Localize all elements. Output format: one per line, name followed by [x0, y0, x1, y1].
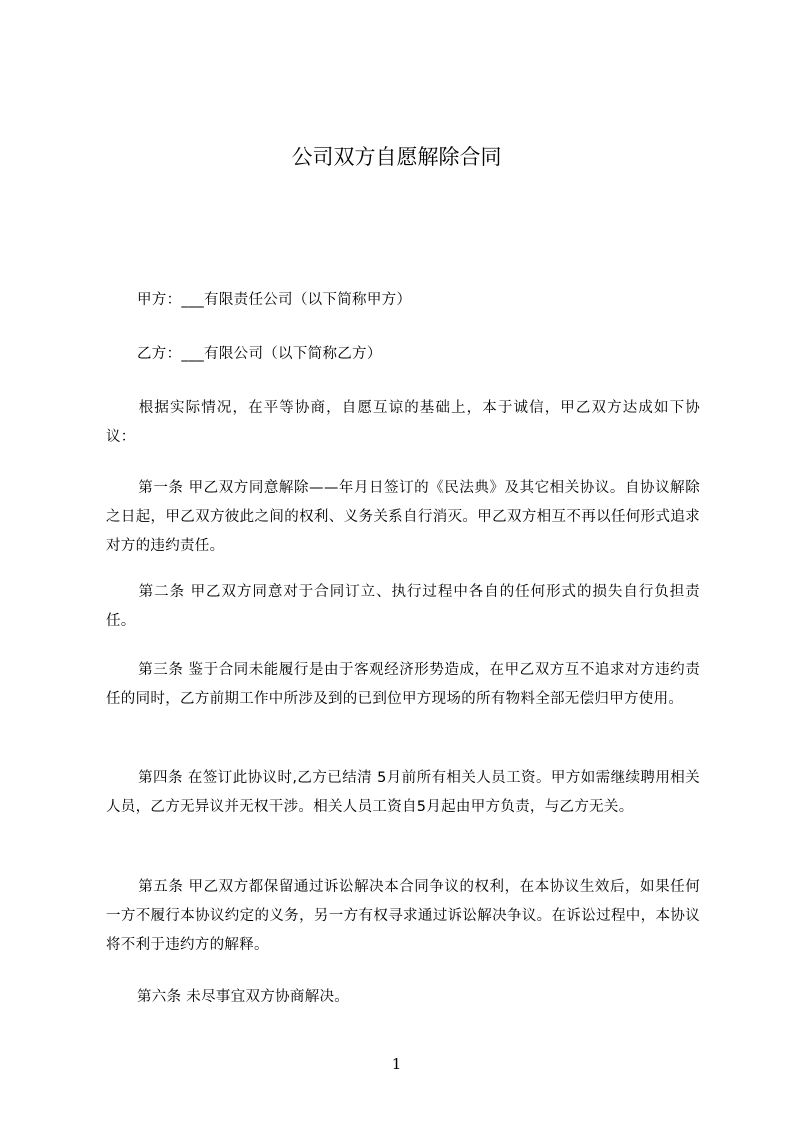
article-5-paragraph [106, 873, 700, 960]
article-3-paragraph [106, 656, 700, 714]
article-4-paragraph [106, 764, 700, 822]
preamble-paragraph [106, 394, 700, 452]
article-5-text: 第五条 甲乙双方都保留通过诉讼解决本合同争议的权利，在本协议生效后，如果任何一方不履行本协议约定的义务，另一方有权寻求通过诉讼解决争议。在诉讼过程中，本协议将不利于违约方的解释。 [106, 879, 700, 953]
article-4-text: 第四条 在签订此协议时,乙方已结清 5月前所有相关人员工资。甲方如需继续聘用相关人员，乙方无异议并无权干涉。相关人员工资自5月起由甲方负责，与乙方无关。 [106, 770, 700, 815]
article-2-text: 第二条 甲乙双方同意对于合同订立、执行过程中各自的任何形式的损失自行负担责任。 [106, 584, 700, 629]
article-3-text: 第三条 鉴于合同未能履行是由于客观经济形势造成，在甲乙双方互不追求对方违约责任的同时，乙方前期工作中所涉及到的已到位甲方现场的所有物料全部无偿归甲方使用。 [106, 662, 700, 707]
document-title: 公司双方自愿解除合同 [291, 145, 502, 169]
preamble-text: 根据实际情况，在平等协商，自愿互谅的基础上，本于诚信，甲乙双方达成如下协议： [106, 400, 700, 445]
article-2-paragraph [106, 578, 700, 636]
article-6-line: 第六条 未尽事宜双方协商解决。 [137, 989, 350, 1005]
party-b-line: 乙方：___有限公司（以下简称乙方） [137, 346, 382, 362]
party-a-line: 甲方：___有限责任公司（以下简称甲方） [137, 292, 412, 308]
page-number: 1 [391, 1055, 402, 1073]
article-1-text: 第一条 甲乙双方同意解除——年月日签订的《民法典》及其它相关协议。自协议解除之日起，甲乙双方彼此之间的权利、义务关系自行消灭。甲乙双方相互不再以任何形式追求对方的违约责任。 [106, 480, 700, 554]
article-1-paragraph [106, 474, 700, 561]
